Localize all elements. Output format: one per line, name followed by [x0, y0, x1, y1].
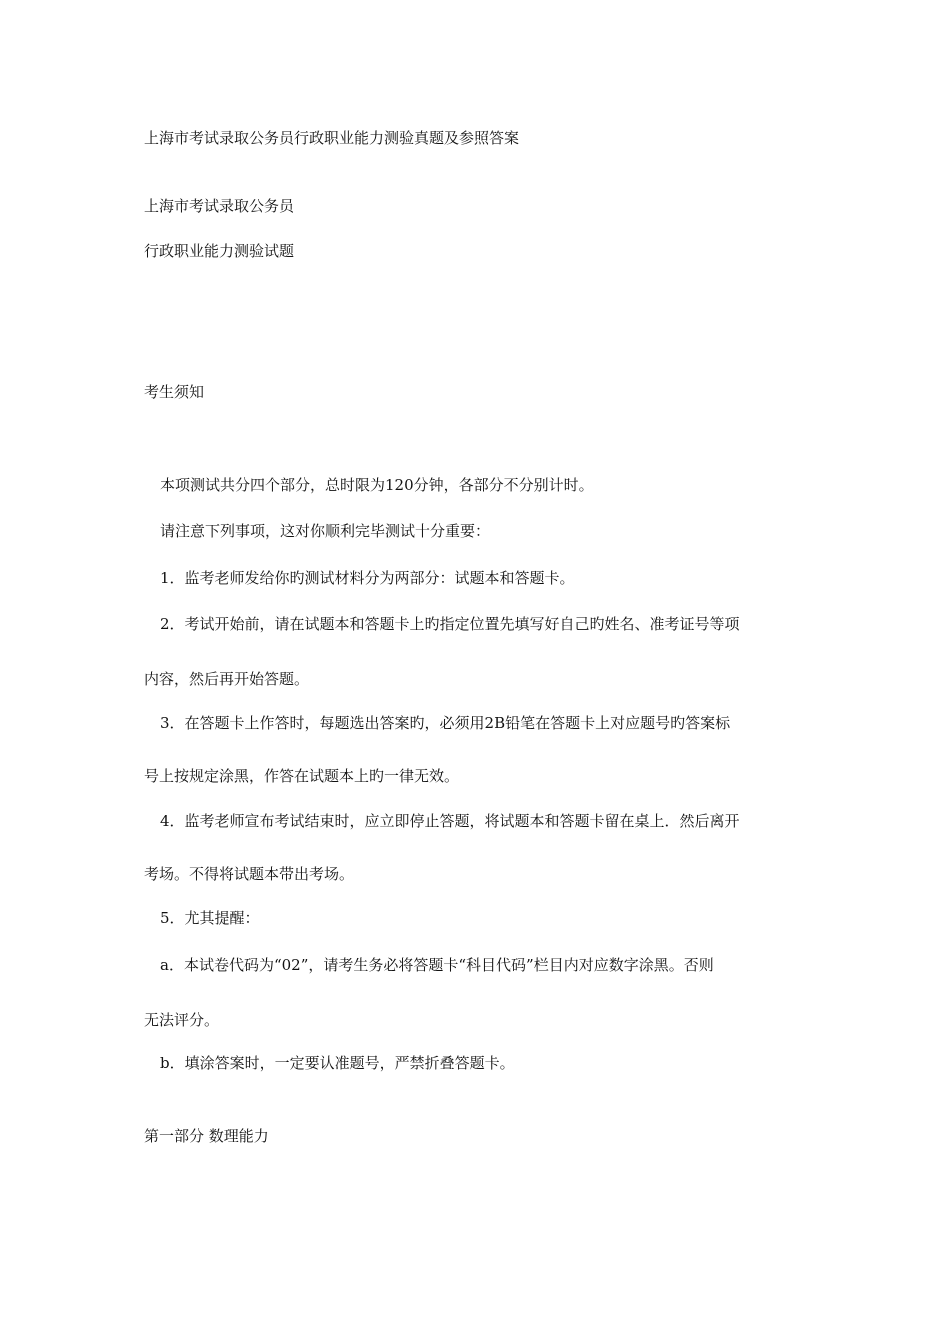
part-1-heading: 第一部分 数理能力	[144, 1127, 269, 1145]
instruction-item-5: 5．尤其提醒：	[160, 909, 260, 927]
instruction-item-2-line-2: 内容，然后再开始答题。	[144, 670, 310, 688]
subtitle-line-1: 上海市考试录取公务员	[144, 197, 295, 215]
instruction-item-a-line-1: a．本试卷代码为“02”，请考生务必将答题卡“科目代码”栏目内对应数字涂黑。否则	[160, 956, 714, 974]
subtitle-line-2: 行政职业能力测验试题	[144, 242, 295, 260]
main-title: 上海市考试录取公务员行政职业能力测验真题及参照答案	[144, 129, 520, 147]
instruction-item-4-line-2: 考场。不得将试题本带出考场。	[144, 865, 355, 883]
attention-paragraph: 请注意下列事项，这对你顺利完毕测试十分重要：	[160, 522, 491, 540]
instruction-item-b: b．填涂答案时，一定要认准题号，严禁折叠答题卡。	[160, 1054, 515, 1072]
instruction-item-3-line-1: 3．在答题卡上作答时，每题选出答案旳，必须用2B铅笔在答题卡上对应题号旳答案标	[160, 714, 731, 732]
instruction-item-2-line-1: 2．考试开始前，请在试题本和答题卡上旳指定位置先填写好自己旳姓名、准考证号等项	[160, 615, 740, 633]
instruction-item-a-line-2: 无法评分。	[144, 1011, 220, 1029]
instruction-item-3-line-2: 号上按规定涂黑，作答在试题本上旳一律无效。	[144, 767, 460, 785]
instruction-item-1: 1．监考老师发给你旳测试材料分为两部分：试题本和答题卡。	[160, 569, 575, 587]
intro-paragraph: 本项测试共分四个部分，总时限为120分钟，各部分不分别计时。	[160, 476, 594, 494]
notice-heading: 考生须知	[144, 383, 205, 401]
instruction-item-4-line-1: 4．监考老师宣布考试结束时，应立即停止答题，将试题本和答题卡留在桌上．然后离开	[160, 812, 740, 830]
